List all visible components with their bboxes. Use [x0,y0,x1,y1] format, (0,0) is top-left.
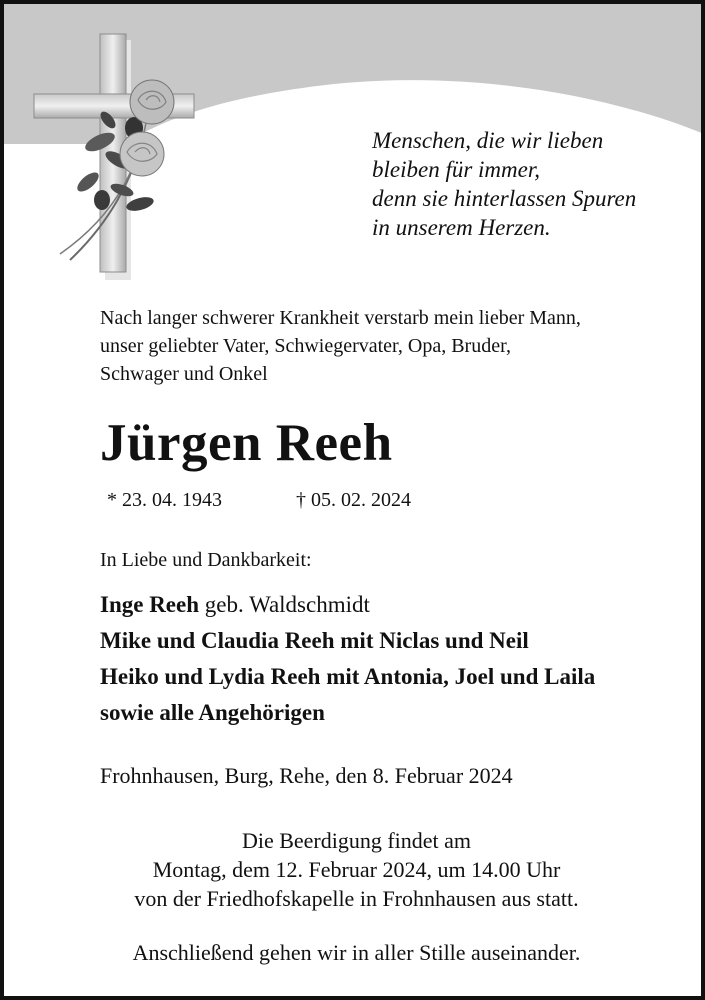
intro-line: Nach langer schwerer Krankheit verstarb mein lieber Mann, [100,307,581,329]
death-date: 05. 02. 2024 [311,489,411,511]
funeral-line: von der Friedhofskapelle in Frohnhausen aus statt. [134,886,579,911]
mourner-line [100,587,595,623]
motto-quote [372,126,702,242]
funeral-line: Die Beerdigung findet am [241,828,472,853]
deceased-name: Jürgen Reeh [100,414,393,472]
death-cross-icon: † [296,489,306,511]
mourners-intro: In Liebe und Dankbarkeit: [100,549,312,571]
intro-line: unser geliebter Vater, Schwiegervater, Opa, Bruder, [100,335,511,357]
mourner-line: sowie alle Angehörigen [100,700,325,725]
motto-line: Menschen, die wir lieben [372,128,604,153]
mourner-line: Heiko und Lydia Reeh mit Antonia, Joel und Laila [100,664,596,689]
mourners-list [100,587,595,731]
closing-note: Anschließend gehen wir in aller Stille auseinander. [132,940,581,965]
announcement-intro [100,304,700,388]
funeral-info [4,826,705,913]
cross-with-roses-icon [30,32,210,282]
motto-line: in unserem Herzen. [372,215,551,240]
motto-line: denn sie hinterlassen Spuren [372,186,637,211]
birth-date: 23. 04. 1943 [122,489,222,511]
death-date-row [296,487,411,513]
birth-star-icon: * [107,489,117,511]
mourner-spouse-maiden: geb. Waldschmidt [204,592,370,617]
mourner-line: Mike und Claudia Reeh mit Niclas und Neil [100,628,529,653]
mourner-spouse: Inge Reeh [100,592,200,617]
motto-line: bleiben für immer, [372,157,541,182]
place-and-date: Frohnhausen, Burg, Rehe, den 8. Februar 2024 [100,763,513,788]
intro-line: Schwager und Onkel [100,363,268,385]
funeral-line: Montag, dem 12. Februar 2024, um 14.00 Uhr [152,857,561,882]
birth-date-row [107,487,222,513]
